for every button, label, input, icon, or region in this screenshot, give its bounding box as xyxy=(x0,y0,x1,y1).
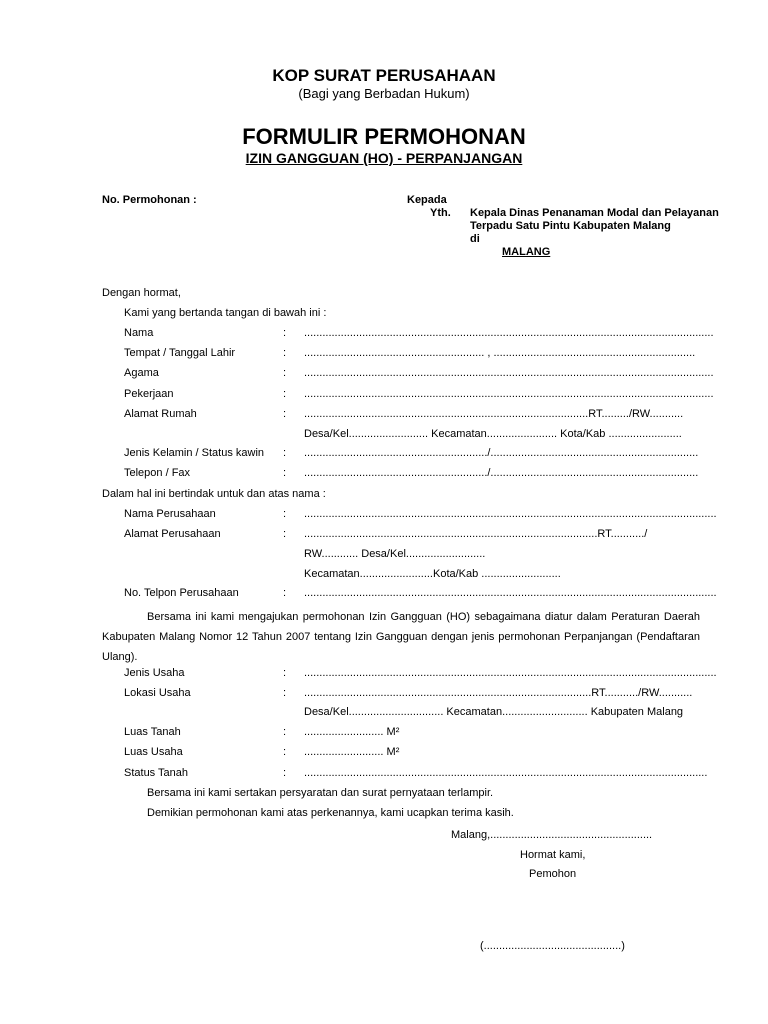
field-alamat-rumah: .............................................................................................RT........./RW........... xyxy=(304,408,684,420)
addressee-di: di xyxy=(470,233,480,245)
label-telepon: Telepon / Fax xyxy=(124,467,191,479)
colon: : xyxy=(283,587,287,599)
addressee-line1: Kepala Dinas Penanaman Modal dan Pelayanan xyxy=(470,207,719,219)
label-telpon-perusahaan: No. Telpon Perusahaan xyxy=(124,587,239,599)
field-nama: ...................................................................................................................................... xyxy=(304,327,714,339)
label-luas-usaha: Luas Usaha xyxy=(124,746,183,758)
addressee-kepada: Kepada xyxy=(407,194,447,206)
signature-pemohon: Pemohon xyxy=(529,868,577,880)
field-telepon: ............................................................/.................................................................... xyxy=(304,467,699,479)
colon: : xyxy=(283,347,287,359)
form-subtitle: IZIN GANGGUAN (HO) - PERPANJANGAN xyxy=(245,150,523,166)
label-jenis-usaha: Jenis Usaha xyxy=(124,667,185,679)
field-luas-tanah-value: .......................... xyxy=(304,726,384,738)
colon: : xyxy=(283,447,287,459)
label-ttl: Tempat / Tanggal Lahir xyxy=(124,347,236,359)
form-title: FORMULIR PERMOHONAN xyxy=(242,124,526,149)
addressee-city: MALANG xyxy=(502,246,551,258)
colon: : xyxy=(283,508,287,520)
field-alamat-perusahaan: ................................................................................................RT.........../ xyxy=(304,528,648,540)
label-agama: Agama xyxy=(124,367,159,379)
label-alamat-rumah: Alamat Rumah xyxy=(124,408,197,420)
unit-m2: M² xyxy=(386,746,400,758)
label-lokasi-usaha: Lokasi Usaha xyxy=(124,687,191,699)
field-lokasi-usaha: ..............................................................................................RT.........../RW........... xyxy=(304,687,693,699)
colon: : xyxy=(283,367,287,379)
field-jenis-usaha: ....................................................................................................................................... xyxy=(304,667,717,679)
field-alamat-perusahaan-line3: Kecamatan........................Kota/Kab .......................... xyxy=(304,568,561,580)
addressee-yth: Yth. xyxy=(430,207,451,219)
field-status-tanah: .................................................................................................................................... xyxy=(304,767,708,779)
colon: : xyxy=(283,746,287,758)
field-alamat-rumah-line2: Desa/Kel.......................... Kecamatan....................... Kota/Kab ........................ xyxy=(304,428,682,440)
greeting: Dengan hormat, xyxy=(102,287,181,299)
field-telpon-perusahaan: ....................................................................................................................................... xyxy=(304,587,717,599)
field-luas-tanah xyxy=(304,726,399,738)
label-pekerjaan: Pekerjaan xyxy=(124,388,174,400)
colon: : xyxy=(283,767,287,779)
unit-m2: M² xyxy=(386,726,400,738)
field-ttl: ........................................................... , .................................................................. xyxy=(304,347,696,359)
field-luas-usaha xyxy=(304,746,399,758)
letterhead-subtitle: (Bagi yang Berbadan Hukum) xyxy=(298,86,470,101)
colon: : xyxy=(283,528,287,540)
field-alamat-perusahaan-line2: RW............ Desa/Kel.......................... xyxy=(304,548,486,560)
field-pekerjaan: ...................................................................................................................................... xyxy=(304,388,714,400)
colon: : xyxy=(283,408,287,420)
label-status-tanah: Status Tanah xyxy=(124,767,189,779)
colon: : xyxy=(283,667,287,679)
colon: : xyxy=(283,726,287,738)
closing-note: Demikian permohonan kami atas perkenannya, kami ucapkan terima kasih. xyxy=(147,807,514,819)
field-jenis-kelamin: ............................................................/.................................................................... xyxy=(304,447,699,459)
colon: : xyxy=(283,388,287,400)
label-jenis-kelamin: Jenis Kelamin / Status kawin xyxy=(124,447,265,459)
addressee-line2: Terpadu Satu Pintu Kabupaten Malang xyxy=(470,220,671,232)
signature-name-line: (.............................................) xyxy=(480,940,625,952)
label-nama-perusahaan: Nama Perusahaan xyxy=(124,508,216,520)
application-number-label: No. Permohonan : xyxy=(102,194,197,206)
letterhead-title: KOP SURAT PERUSAHAAN xyxy=(272,66,496,85)
colon: : xyxy=(283,467,287,479)
colon: : xyxy=(283,327,287,339)
colon: : xyxy=(283,687,287,699)
signature-place-date: Malang,..................................................... xyxy=(451,829,653,841)
field-agama: ...................................................................................................................................... xyxy=(304,367,714,379)
request-paragraph: Bersama ini kami mengajukan permohonan Izin Gangguan (HO) sebagaimana diatur dalam Peraturan Daerah Kabupaten Malang Nomor 12 Tahun 2007 tentang Izin Gangguan dengan jenis permohonan Perpanjangan (Pendaftaran Ulang). xyxy=(102,611,700,663)
label-luas-tanah: Luas Tanah xyxy=(124,726,181,738)
company-intro: Dalam hal ini bertindak untuk dan atas nama : xyxy=(102,488,326,500)
label-nama: Nama xyxy=(124,327,154,339)
signature-hormat: Hormat kami, xyxy=(520,849,586,861)
field-lokasi-usaha-line2: Desa/Kel............................... Kecamatan............................ Kabupaten Malang xyxy=(304,706,684,718)
field-nama-perusahaan: ....................................................................................................................................... xyxy=(304,508,717,520)
intro-text: Kami yang bertanda tangan di bawah ini : xyxy=(124,307,327,319)
attachment-note: Bersama ini kami sertakan persyaratan dan surat pernyataan terlampir. xyxy=(147,787,494,799)
label-alamat-perusahaan: Alamat Perusahaan xyxy=(124,528,221,540)
field-luas-usaha-value: .......................... xyxy=(304,746,384,758)
